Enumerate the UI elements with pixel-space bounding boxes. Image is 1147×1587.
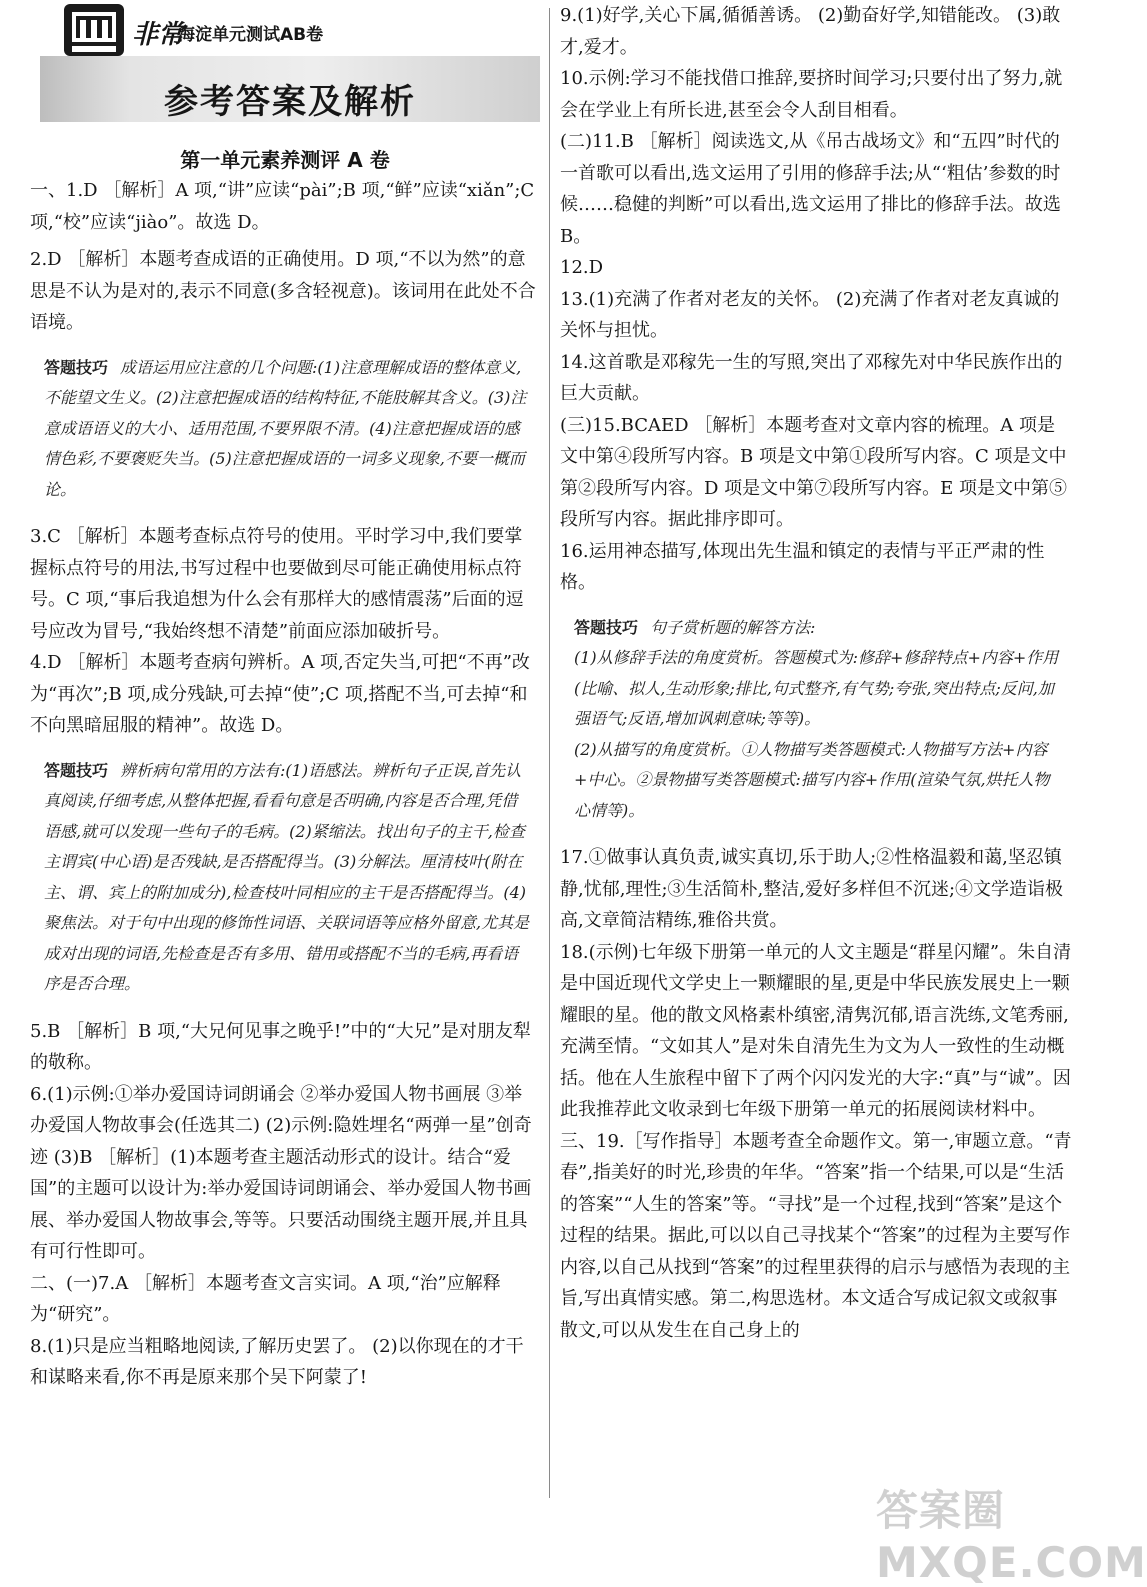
answer-10: 10.示例:学习不能找借口推辞,要挤时间学习;只要付出了努力,就会在学业上有所长进,甚至会令人刮目相看。 (560, 68, 1063, 121)
answer-11: (二)11.B ［解析］阅读选文,从《吊古战场文》和“五四”时代的一首歌可以看出,选文运用了引用的修辞手法;从“‘粗估’参数的时候……稳健的判断”可以看出,选文运用了排比的修辞手法。故选 B。 (560, 131, 1061, 247)
section-title: 第一单元素养测评 A 卷 (180, 148, 390, 172)
column-divider (549, 8, 550, 1498)
tips-box-sentences (44, 756, 532, 1000)
tips-text: 辨析病句常用的方法有:(1)语感法。辨析句子正误,首先认真阅读,仔细考虑,从整体把握,看看句意是否明确,内容是否合理,凭借语感,就可以发现一些句子的毛病。(2)紧缩法。找出句子的主干,检查主谓宾(中心语)是否残缺,是否搭配得当。(3)分解法。厘清枝叶(附在主、谓、宾上的附加成分),检查枝叶同相应的主干是否搭配得当。(4)聚焦法。对于句中出现的修饰性词语、关联词语等应格外留意,尤其是成对出现的词语,先检查是否有多用、错用或搭配不当的毛病,再看语序是否合理。 (44, 760, 530, 993)
tips-label: 答题技巧 (574, 617, 639, 637)
answer-8: 8.(1)只是应当粗略地阅读,了解历史罢了。 (2)以你现在的才干和谋略来看,你不再是原来那个吴下阿蒙了! (30, 1335, 524, 1388)
answer-7: 二、(一)7.A ［解析］本题考查文言实词。A 项,“治”应解释为“研究”。 (30, 1272, 501, 1325)
page-header (40, 0, 540, 128)
answer-3: 3.C ［解析］本题考查标点符号的使用。平时学习中,我们要掌握标点符号的用法,书写过程中也要做到尽可能正确使用标点符号。C 项,“事后我追想为什么会有那样大的感情震荡”后面的逗号应改为冒号,“我始终想不清楚”前面应添加破折号。 (30, 526, 524, 642)
tips-point-2: (2)从描写的角度赏析。①人物描写类答题模式:人物描写方法+内容+中心。②景物描写类答题模式:描写内容+作用(渲染气氛,烘托人物心情等)。 (574, 739, 1050, 820)
tips-text: 成语运用应注意的几个问题:(1)注意理解成语的整体意义,不能望文生义。(2)注意把握成语的结构特征,不能肢解其含义。(3)注意成语语义的大小、适用范围,不要界限不清。(4)注意把握成语的感情色彩,不要褒贬失当。(5)注意把握成语的一词多义现象,不要一概而论。 (44, 357, 527, 499)
series-name: 海淀单元测试AB卷 (178, 25, 324, 45)
publisher-logo-icon (62, 2, 126, 58)
answer-13: 13.(1)充满了作者对老友的关怀。 (2)充满了作者对老友真诚的关怀与担忧。 (560, 288, 1060, 341)
page-title: 参考答案及解析 (164, 82, 416, 122)
tips-label: 答题技巧 (44, 357, 109, 377)
answer-15: (三)15.BCAED ［解析］本题考查对文章内容的梳理。A 项是文中第④段所写内容。B 项是文中第①段所写内容。C 项是文中第②段所写内容。D 项是文中第⑦段所写内容。E 项是文中第⑤段所写内容。据此排序即可。 (560, 414, 1068, 530)
watermark: 答案圈 MXQE.COM (876, 1486, 1147, 1587)
tips-intro: 句子赏析题的解答方法: (650, 617, 816, 637)
answer-5: 5.B ［解析］B 项,“大兄何见事之晚乎!”中的“大兄”是对朋友犁的敬称。 (30, 1020, 531, 1073)
tips-label: 答题技巧 (44, 760, 109, 780)
answer-1: 一、1.D ［解析］A 项,“讲”应读“pài”;B 项,“鲜”应读“xiǎn”;C 项,“校”应读“jiào”。故选 D。 (30, 180, 535, 233)
answer-2: 2.D ［解析］本题考查成语的正确使用。D 项,“不以为然”的意思是不认为是对的,表示不同意(多含轻视意)。该词用在此处不合语境。 (30, 249, 536, 333)
brand-name: 非常 (132, 20, 185, 50)
tips-box-appreciation (574, 613, 1064, 827)
answer-17: 17.①做事认真负责,诚实真切,乐于助人;②性格温毅和蔼,坚忍镇静,忧郁,理性;③生活简朴,整洁,爱好多样但不沉迷;④文学造诣极高,文章简洁精练,雅俗共赏。 (560, 847, 1064, 931)
tips-box-idioms (44, 353, 532, 506)
answer-16: 16.运用神态描写,体现出先生温和镇定的表情与平正严肃的性格。 (560, 540, 1045, 593)
tips-point-1: (1)从修辞手法的角度赏析。答题模式为:修辞+修辞特点+内容+作用(比喻、拟人,生动形象;排比,句式整齐,有气势;夸张,突出特点;反问,加强语气;反语,增加讽刺意味;等等)。 (574, 648, 1059, 728)
answer-14: 14.这首歌是邓稼先一生的写照,突出了邓稼先对中华民族作出的巨大贡献。 (560, 351, 1063, 404)
answer-19: 三、19.［写作指导］本题考查全命题作文。第一,审题立意。“青春”,指美好的时光,珍贵的年华。“答案”指一个结果,可以是“生活的答案”“人生的答案”等。“寻找”是一个过程,找到“答案”是这个过程的结果。据此,可以以自己寻找某个“答案”的过程为主要写作内容,以自己从找到“答案”的过程里获得的启示与感悟为表现的主旨,写出真情实感。第二,构思选材。本文适合写成记叙文或叙事散文,可以从发生在自己身上的 (560, 1130, 1072, 1341)
answer-4: 4.D ［解析］本题考查病句辨析。A 项,否定失当,可把“不再”改为“再次”;B 项,成分残缺,可去掉“使”;C 项,搭配不当,可去掉“和不向黑暗屈服的精神”。故选 D。 (30, 652, 530, 736)
answer-12: 12.D (560, 257, 604, 278)
answer-18: 18.(示例)七年级下册第一单元的人文主题是“群星闪耀”。朱自清是中国近现代文学史上一颗耀眼的星,更是中华民族发展史上一颗耀眼的星。他的散文风格素朴缜密,清隽沉郁,语言洗练,文笔秀丽,充满至情。“文如其人”是对朱自清先生为文为人一致性的生动概括。他在人生旅程中留下了两个闪闪发光的大字:“真”与“诚”。因此我推荐此文收录到七年级下册第一单元的拓展阅读材料中。 (560, 941, 1072, 1120)
answer-6: 6.(1)示例:①举办爱国诗词朗诵会 ②举办爱国人物书画展 ③举办爱国人物故事会(任选其二) (2)示例:隐姓埋名“两弹一星”创奇迹 (3)B ［解析］(1)本题考查主题活动形式的设计。结合“爱国”的主题可以设计为:举办爱国诗词朗诵会、举办爱国人物书画展、举办爱国人物故事会,等等。只要活动围绕主题开展,并且具有可行性即可。 (30, 1083, 532, 1262)
answer-9: 9.(1)好学,关心下属,循循善诱。 (2)勤奋好学,知错能改。 (3)敢才,爱才。 (560, 5, 1061, 58)
left-column (30, 0, 540, 1394)
right-column (560, 0, 1072, 1346)
